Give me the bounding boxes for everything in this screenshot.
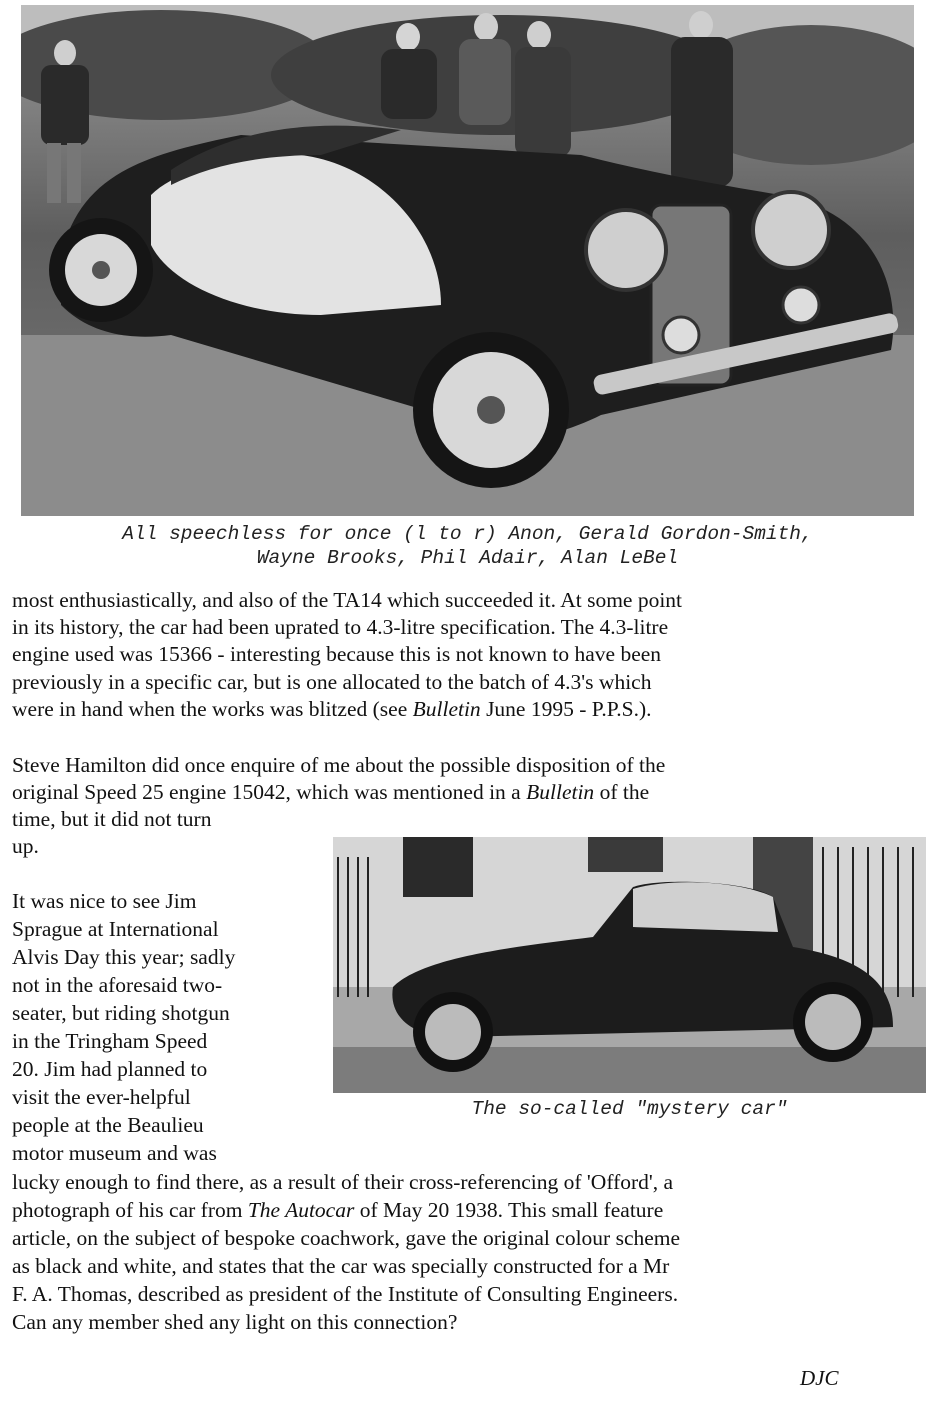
para1-line5-text-a: were in hand when the works was blitzed (see <box>12 697 413 721</box>
para3-line8: visit the ever-helpful <box>12 1085 191 1109</box>
para3-line5: seater, but riding shotgun <box>12 1001 230 1025</box>
para2-line4: up. <box>12 834 39 858</box>
para2-line2-text-b: of the <box>594 780 650 804</box>
para2-line3: time, but it did not turn <box>12 807 212 831</box>
bulletin-title-italic: Bulletin <box>412 697 481 721</box>
para3-line12-text-b: of May 20 1938. This small feature <box>354 1198 664 1222</box>
para2-line1: Steve Hamilton did once enquire of me about the possible disposition of the <box>12 753 666 777</box>
para3-line11: lucky enough to find there, as a result of their cross-referencing of 'Offord', a <box>12 1170 674 1194</box>
para3-line12-text-a: photograph of his car from <box>12 1198 248 1222</box>
para3-line12 <box>12 1197 663 1224</box>
para3-line14: as black and white, and states that the car was specially constructed for a Mr <box>12 1254 670 1278</box>
mystery-car-caption: The so-called "mystery car" <box>471 1098 788 1120</box>
para3-line6: in the Tringham Speed <box>12 1029 208 1053</box>
top-photo-caption-line1: All speechless for once (l to r) Anon, Gerald Gordon-Smith, <box>122 523 813 545</box>
para3-line7: 20. Jim had planned to <box>12 1057 208 1081</box>
mystery-car-photo <box>333 837 926 1093</box>
para3-line4: not in the aforesaid two- <box>12 973 223 997</box>
author-signature: DJC <box>800 1366 839 1390</box>
para3-line10: motor museum and was <box>12 1141 217 1165</box>
para3-line15: F. A. Thomas, described as president of the Institute of Consulting Engineers. <box>12 1282 679 1306</box>
para3-line2: Sprague at International <box>12 917 219 941</box>
autocar-title-italic: The Autocar <box>247 1198 355 1222</box>
para1-line5-text-b: June 1995 - P.P.S.). <box>480 697 652 721</box>
roadster-photo-illustration <box>21 5 914 516</box>
para1-line3: engine used was 15366 - interesting because this is not known to have been <box>12 642 662 666</box>
para3-line3: Alvis Day this year; sadly <box>12 945 236 969</box>
para2-line2-text-a: original Speed 25 engine 15042, which was mentioned in a <box>12 780 527 804</box>
para3-line9: people at the Beaulieu <box>12 1113 204 1137</box>
para3-line13: article, on the subject of bespoke coachwork, gave the original colour scheme <box>12 1226 681 1250</box>
para3-line16: Can any member shed any light on this connection? <box>12 1310 458 1334</box>
top-photo-caption <box>21 522 914 570</box>
bulletin-title-italic-2: Bulletin <box>526 780 595 804</box>
roadster-group-photo <box>21 5 914 516</box>
para3-line1: It was nice to see Jim <box>12 889 197 913</box>
para1-line4: previously in a specific car, but is one allocated to the batch of 4.3's which <box>12 670 652 694</box>
para1-line1: most enthusiastically, and also of the TA14 which succeeded it. At some point <box>12 588 683 612</box>
mystery-car-photo-illustration <box>333 837 926 1093</box>
para1-line2: in its history, the car had been uprated to 4.3-litre specification. The 4.3-litre <box>12 615 669 639</box>
para1-line5 <box>12 696 652 723</box>
para2-line2 <box>12 779 649 806</box>
top-photo-caption-line2: Wayne Brooks, Phil Adair, Alan LeBel <box>256 547 679 569</box>
